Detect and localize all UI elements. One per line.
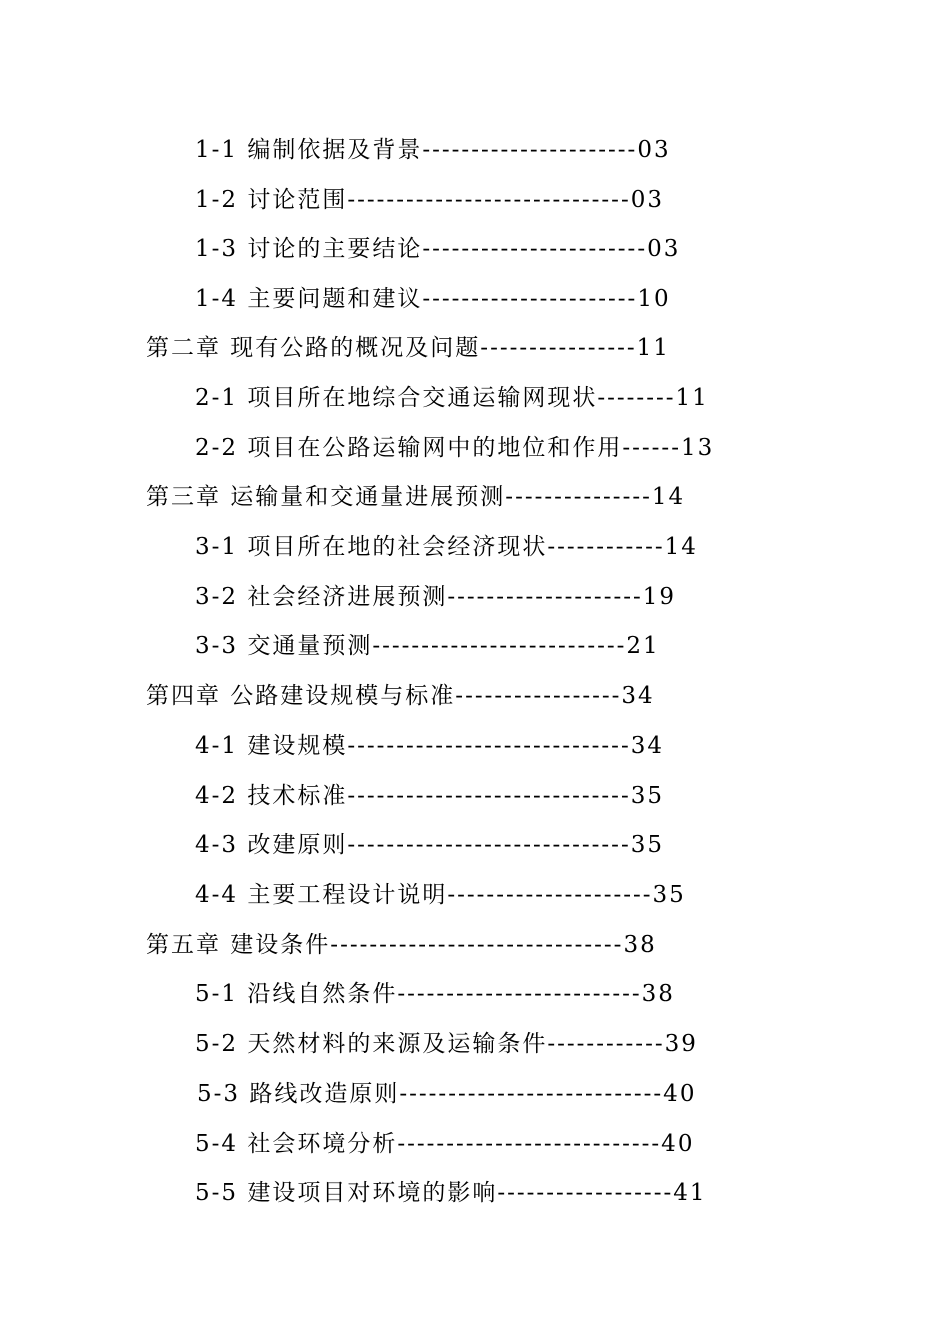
toc-entry-3-1: 3-1 项目所在地的社会经济现状------------14: [195, 534, 698, 560]
toc-entry-5-4: 5-4 社会环境分析---------------------------40: [195, 1131, 695, 1157]
toc-entry-5-3: 5-3 路线改造原则---------------------------40: [197, 1081, 697, 1107]
toc-entry-5-1: 5-1 沿线自然条件-------------------------38: [195, 981, 675, 1007]
toc-chapter-4: 第四章 公路建设规模与标准-----------------34: [146, 683, 655, 709]
toc-entry-1-4: 1-4 主要问题和建议----------------------10: [195, 286, 671, 312]
toc-entry-3-3: 3-3 交通量预测--------------------------21: [195, 633, 660, 659]
toc-entry-5-5: 5-5 建设项目对环境的影响------------------41: [195, 1180, 707, 1206]
toc-entry-2-1: 2-1 项目所在地综合交通运输网现状--------11: [195, 385, 709, 411]
toc-entry-4-1: 4-1 建设规模-----------------------------34: [195, 733, 664, 759]
toc-entry-4-4: 4-4 主要工程设计说明---------------------35: [195, 882, 686, 908]
toc-entry-5-2: 5-2 天然材料的来源及运输条件------------39: [195, 1031, 698, 1057]
toc-chapter-3: 第三章 运输量和交通量进展预测---------------14: [146, 484, 686, 510]
toc-chapter-5: 第五章 建设条件------------------------------38: [146, 932, 657, 958]
toc-entry-3-2: 3-2 社会经济进展预测--------------------19: [195, 584, 677, 610]
toc-entry-2-2: 2-2 项目在公路运输网中的地位和作用------13: [195, 435, 715, 461]
toc-entry-1-2: 1-2 讨论范围-----------------------------03: [195, 187, 664, 213]
toc-entry-1-3: 1-3 讨论的主要结论-----------------------03: [195, 236, 681, 262]
toc-entry-1-1: 1-1 编制依据及背景----------------------03: [195, 137, 671, 163]
toc-entry-4-3: 4-3 改建原则-----------------------------35: [195, 832, 664, 858]
toc-chapter-2: 第二章 现有公路的概况及问题----------------11: [146, 335, 670, 361]
toc-entry-4-2: 4-2 技术标准-----------------------------35: [195, 783, 664, 809]
